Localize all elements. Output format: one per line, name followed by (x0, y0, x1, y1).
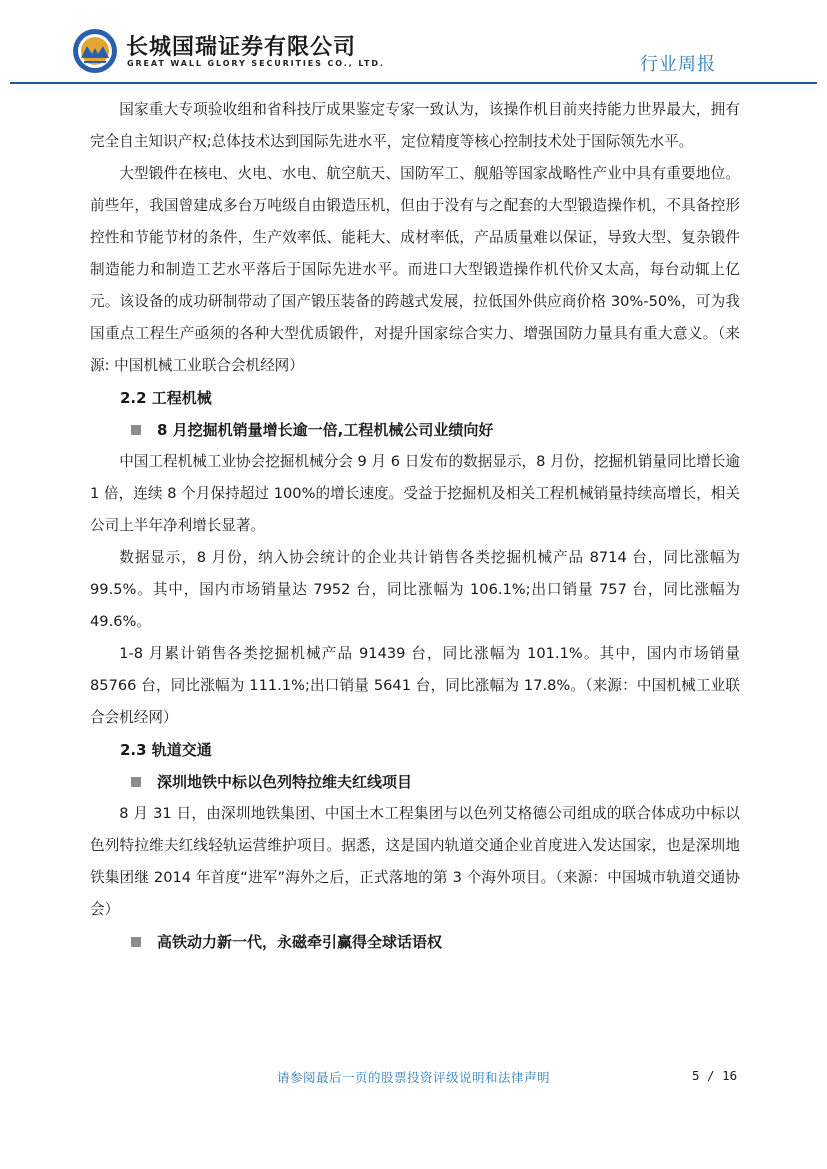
paragraph-shenzhen-metro: 8 月 31 日，由深圳地铁集团、中国土木工程集团与以色列艾格德公司组成的联合体成功中标以色列特拉维夫红线轻轨运营维护项目。据悉，这是国内轨道交通企业首度进入发达国家，也是深圳地铁集团继 2014 年首度“进军”海外之后，正式落地的第 3 个海外项目。（来源：中国城市轨道交通协会） (90, 805, 740, 918)
section-heading-construction-machinery: 2.2 工程机械 (120, 389, 212, 407)
bullet-heading-shenzhen-metro (90, 766, 740, 798)
footer-disclaimer: 请参阅最后一页的股票投资评级说明和法律声明 (276, 1070, 550, 1085)
company-name-cn: 长城国瑞证券有限公司 (126, 35, 357, 60)
bullet-square-icon (131, 937, 141, 947)
document-body (90, 94, 740, 958)
company-logo-icon (72, 28, 118, 74)
bullet-heading-text: 8 月挖掘机销量增长逾一倍,工程机械公司业绩向好 (157, 421, 494, 439)
paragraph-excavator-association: 中国工程机械工业协会挖掘机械分会 9 月 6 日发布的数据显示，8 月份，挖掘机销量同比增长逾 1 倍，连续 8 个月保持超过 100%的增长速度。受益于挖掘机及相关工程机械销量持续高增长，相关公司上半年净利增长显著。 (90, 453, 740, 534)
bullet-heading-excavator-sales (90, 414, 740, 446)
page-number: 5 / 16 (692, 1068, 738, 1083)
paragraph-august-sales: 数据显示，8 月份，纳入协会统计的企业共计销售各类挖掘机械产品 8714 台，同比涨幅为 99.5%。其中，国内市场销量达 7952 台，同比涨幅为 106.1%;出口销量 757 台，同比涨幅为 49.6%。 (90, 549, 740, 630)
bullet-heading-high-speed-rail (90, 926, 740, 958)
paragraph-cumulative-sales: 1-8 月累计销售各类挖掘机械产品 91439 台，同比涨幅为 101.1%。其中，国内市场销量 85766 台，同比涨幅为 111.1%;出口销量 5641 台，同比涨幅为 17.8%。（来源：中国机械工业联合会机经网） (90, 645, 740, 726)
bullet-heading-text: 高铁动力新一代，永磁牵引赢得全球话语权 (157, 933, 443, 951)
bullet-heading-text: 深圳地铁中标以色列特拉维夫红线项目 (157, 773, 413, 791)
paragraph-expert-assessment: 国家重大专项验收组和省科技厅成果鉴定专家一致认为，该操作机目前夹持能力世界最大，拥有完全自主知识产权;总体技术达到国际先进水平，定位精度等核心控制技术处于国际领先水平。 (90, 101, 740, 150)
section-heading-rail-transit: 2.3 轨道交通 (120, 741, 212, 759)
page-header (0, 0, 827, 90)
paragraph-forging-importance: 大型锻件在核电、火电、水电、航空航天、国防军工、舰船等国家战略性产业中具有重要地位。前些年，我国曾建成多台万吨级自由锻造压机，但由于没有与之配套的大型锻造操作机，不具备控形控性和节能节材的条件，生产效率低、能耗大、成材率低，产品质量难以保证，导致大型、复杂锻件制造能力和制造工艺水平落后于国际先进水平。而进口大型锻造操作机代价又太高，每台动辄上亿元。该设备的成功研制带动了国产锻压装备的跨越式发展，拉低国外供应商价格 30%-50%，可为我国重点工程生产亟须的各种大型优质锻件，对提升国家综合实力、增强国防力量具有重大意义。（来源: 中国机械工业联合会机经网） (90, 165, 740, 374)
company-name-en: GREAT WALL GLORY SECURITIES CO., LTD. (127, 59, 385, 68)
bullet-square-icon (131, 777, 141, 787)
header-divider (10, 82, 817, 84)
bullet-square-icon (131, 425, 141, 435)
report-type-label: 行业周报 (640, 54, 716, 75)
